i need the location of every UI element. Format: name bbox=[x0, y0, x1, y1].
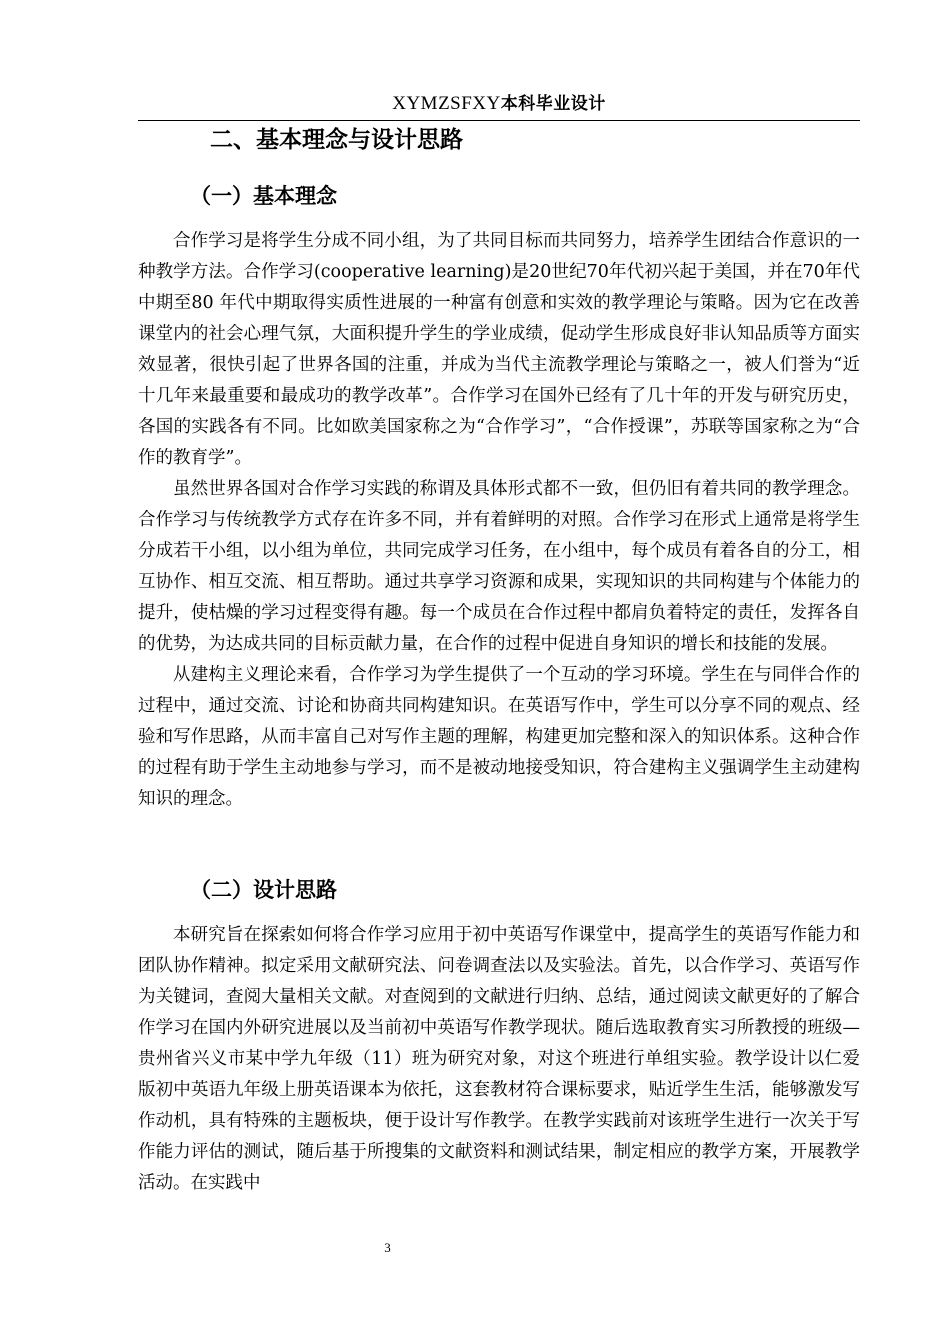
running-header bbox=[138, 92, 860, 116]
subsection-title-design-ideas: （二）设计思路 bbox=[190, 878, 337, 902]
paragraph: 从建构主义理论来看，合作学习为学生提供了一个互动的学习环境。学生在与同伴合作的过程中，通过交流、讨论和协商共同构建知识。在英语写作中，学生可以分享不同的观点、经验和写作思路，从而丰富自己对写作主题的理解，构建更加完整和深入的知识体系。这种合作的过程有助于学生主动地参与学习，而不是被动地接受知识，符合建构主义强调学生主动建构知识的理念。 bbox=[138, 665, 860, 809]
paragraph: 合作学习是将学生分成不同小组，为了共同目标而共同努力，培养学生团结合作意识的一种教学方法。合作学习(cooperative learning)是20世纪70年代初兴起于美国，并在70年代中期至80 年代中期取得实质性进展的一种富有创意和实效的教学理论与策略。因为它在改善课堂内的社会心理气氛，大面积提升学生的学业成绩，促动学生形成良好非认知品质等方面实效显著，很快引起了世界各国的注重，并成为当代主流教学理论与策略之一，被人们誉为“近十几年来最重要和最成功的教学改革”。合作学习在国外已经有了几十年的开发与研究历史，各国的实践各有不同。比如欧美国家称之为“合作学习”，“合作授课”，苏联等国家称之为“合作的教育学”。 bbox=[138, 231, 860, 468]
design-ideas-body bbox=[138, 920, 860, 1199]
header-label: 本科毕业设计 bbox=[500, 94, 606, 114]
paragraph: 本研究旨在探索如何将合作学习应用于初中英语写作课堂中，提高学生的英语写作能力和团队协作精神。拟定采用文献研究法、问卷调查法以及实验法。首先，以合作学习、英语写作为关键词，查阅大量相关文献。对查阅到的文献进行归纳、总结，通过阅读文献更好的了解合作学习在国内外研究进展以及当前初中英语写作教学现状。随后选取教育实习所教授的班级—贵州省兴义市某中学九年级（11）班为研究对象，对这个班进行单组实验。教学设计以仁爱版初中英语九年级上册英语课本为依托，这套教材符合课标要求，贴近学生生活，能够激发写作动机，具有特殊的主题板块，便于设计写作教学。在教学实践前对该班学生进行一次关于写作能力评估的测试，随后基于所搜集的文献资料和测试结果，制定相应的教学方案，开展教学活动。在实践中 bbox=[138, 925, 860, 1193]
page-number: 3 bbox=[384, 1240, 391, 1255]
subsection-title-basic-concepts: （一）基本理念 bbox=[190, 184, 337, 208]
basic-concepts-body bbox=[138, 226, 860, 815]
header-divider bbox=[138, 120, 860, 121]
section-title: 二、基本理念与设计思路 bbox=[210, 127, 463, 153]
header-code: XYMZSFXY bbox=[392, 93, 501, 114]
paragraph: 虽然世界各国对合作学习实践的称谓及具体形式都不一致，但仍旧有着共同的教学理念。合作学习与传统教学方式存在许多不同，并有着鲜明的对照。合作学习在形式上通常是将学生分成若干小组，以小组为单位，共同完成学习任务，在小组中，每个成员有着各自的分工，相互协作、相互交流、相互帮助。通过共享学习资源和成果，实现知识的共同构建与个体能力的提升，使枯燥的学习过程变得有趣。每一个成员在合作过程中都肩负着特定的责任，发挥各自的优势，为达成共同的目标贡献力量，在合作的过程中促进自身知识的增长和技能的发展。 bbox=[138, 479, 860, 654]
